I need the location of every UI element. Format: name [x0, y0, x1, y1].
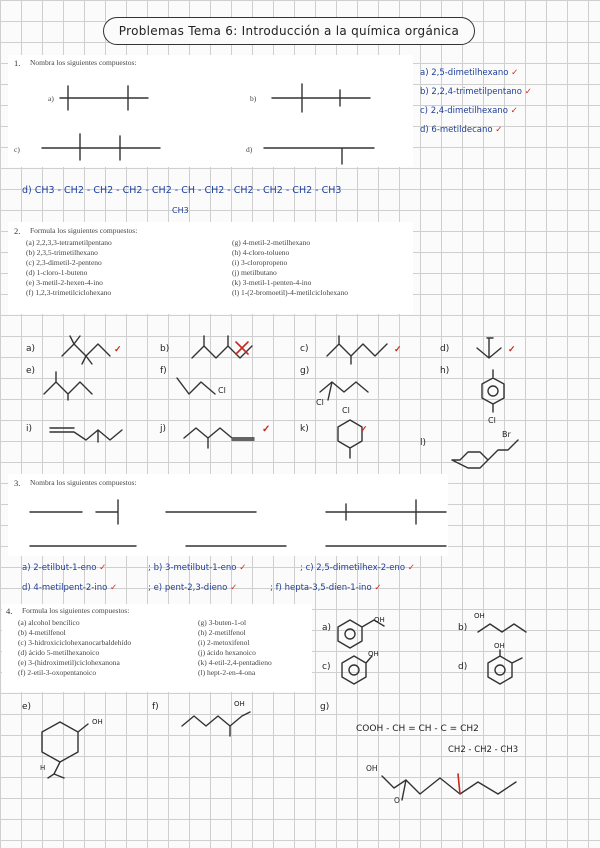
- q2-list-right: [232, 238, 348, 298]
- q2-label-k: k): [300, 424, 309, 434]
- q4-item: (h) 2-metilfenol: [198, 628, 246, 637]
- q2-cl-k: Cl: [342, 406, 350, 415]
- q2-item: (f) 1,2,3-trimetilciclohexano: [26, 288, 112, 297]
- q2-br-l: Br: [502, 430, 511, 439]
- q2-structure-l: [450, 432, 530, 472]
- q4-formula-g-sub: CH2 - CH2 - CH3: [448, 745, 519, 755]
- q1-answer-c: c) 2,4-dimetilhexano ✓: [420, 106, 518, 116]
- q4-item: (j) ácido hexanoico: [198, 648, 256, 657]
- q3-printed-structures-row2: [26, 540, 446, 554]
- q1-structure-b: [270, 80, 380, 120]
- q2-label-d: d): [440, 344, 450, 354]
- q1-extra-answer: d) CH3 - CH2 - CH2 - CH2 - CH2 - CH - CH2 - CH2 - CH2 - CH2 - CH3: [22, 185, 342, 196]
- q4-formula-g: COOH - CH = CH - C = CH2: [356, 724, 479, 734]
- q2-structure-b: [190, 334, 265, 364]
- q2-structure-a: [60, 334, 120, 364]
- q4-item: (e) 3-(hidroximetil)ciclohexanona: [18, 658, 120, 667]
- q2-label-b: b): [160, 344, 170, 354]
- q4-oh-b: OH: [474, 612, 485, 620]
- check-icon: ✓: [239, 563, 247, 573]
- q2-item: (g) 4-metil-2-metilhexano: [232, 238, 311, 247]
- q2-label-f: f): [160, 366, 167, 376]
- q4-oh-c: OH: [368, 650, 379, 658]
- check-icon: ✓: [407, 563, 415, 573]
- q2-cl-h: Cl: [488, 416, 496, 425]
- check-icon: ✓: [524, 87, 532, 97]
- q2-item: (d) 1-cloro-1-buteno: [26, 268, 88, 277]
- q2-item: (j) metilbutano: [232, 268, 277, 277]
- q2-structure-e: [42, 370, 102, 400]
- check-icon: ✓: [360, 424, 368, 434]
- q4-structure-d: [486, 650, 536, 690]
- q2-label-j: j): [160, 424, 167, 434]
- q4-statement: Formula los siguientes compuestos:: [22, 606, 130, 615]
- q2-structure-f: [175, 372, 235, 402]
- q2-statement: Formula los siguientes compuestos:: [30, 226, 138, 235]
- q4-structure-h: [380, 760, 530, 810]
- q2-item: (l) 1-(2-bromoetil)-4-metilciclohexano: [232, 288, 348, 297]
- q4-item: (d) ácido 5-metilhexanoico: [18, 648, 100, 657]
- q4-label-b: b): [458, 623, 468, 633]
- check-icon: ✓: [511, 68, 519, 78]
- q3-answer-e: ; e) pent-2,3-dieno ✓: [148, 583, 238, 593]
- q4-structure-b: [476, 618, 536, 638]
- q2-structure-i: [48, 418, 128, 448]
- q2-structure-j: [182, 418, 262, 448]
- check-icon: ✓: [394, 344, 402, 354]
- q2-item: (e) 3-metil-2-hexen-4-ino: [26, 278, 103, 287]
- q3-answer-b: ; b) 3-metilbut-1-eno ✓: [148, 563, 247, 573]
- q4-oh-e: OH: [92, 718, 103, 726]
- q4-label-e: e): [22, 702, 32, 712]
- q3-answer-c: ; c) 2,5-dimetilhex-2-eno ✓: [300, 563, 415, 573]
- q3-answer-f: ; f) hepta-3,5-dien-1-ino ✓: [270, 583, 382, 593]
- q1-structure-a: [58, 78, 158, 118]
- q2-item: (c) 2,3-dimetil-2-penteno: [26, 258, 102, 267]
- q2-number: 2.: [14, 226, 21, 236]
- q2-label-g: g): [300, 366, 310, 376]
- q4-structure-c: [338, 652, 378, 692]
- q4-number: 4.: [6, 606, 13, 616]
- q1-extra-sub: CH3: [172, 206, 189, 215]
- q1-statement: Nombra los siguientes compuestos:: [30, 58, 137, 67]
- q1-answer-b: b) 2,2,4-trimetilpentano ✓: [420, 87, 532, 97]
- q2-structure-c: [325, 334, 395, 364]
- check-icon: ✓: [374, 583, 382, 593]
- q1-label-b: b): [250, 94, 257, 103]
- q1-structure-c: [40, 128, 170, 168]
- q4-label-d: d): [458, 662, 468, 672]
- check-icon: ✓: [495, 125, 503, 135]
- page-title: [103, 17, 475, 45]
- q3-answer-d: d) 4-metilpent-2-ino ✓: [22, 583, 118, 593]
- q3-number: 3.: [14, 478, 21, 488]
- q3-answer-a: a) 2-etilbut-1-eno ✓: [22, 563, 107, 573]
- check-icon: ✓: [99, 563, 107, 573]
- q2-label-c: c): [300, 344, 309, 354]
- q3-statement: Nombra los siguientes compuestos:: [30, 478, 137, 487]
- q4-oh-f: OH: [234, 700, 245, 708]
- q2-item: (a) 2,2,3,3-tetrametilpentano: [26, 238, 112, 247]
- q2-structure-g: [318, 370, 378, 405]
- q2-item: (b) 2,3,5-trimetilhexano: [26, 248, 98, 257]
- q1-number: 1.: [14, 58, 21, 68]
- q2-cl-f: Cl: [218, 386, 226, 395]
- q4-item: (i) 2-metoxifenol: [198, 638, 250, 647]
- check-icon: ✓: [508, 344, 516, 354]
- q2-label-a: a): [26, 344, 36, 354]
- q1-structure-d: [262, 138, 382, 168]
- q4-item: (a) alcohol bencílico: [18, 618, 80, 627]
- q4-oh-d: OH: [494, 642, 505, 650]
- q2-label-i: i): [26, 424, 33, 434]
- check-icon: ✓: [262, 424, 271, 435]
- check-icon: ✓: [230, 583, 238, 593]
- q4-item: (c) 3-hidroxiciclohexanocarbaldehído: [18, 638, 132, 647]
- q4-h-e: H: [40, 764, 46, 772]
- q4-item: (f) 2-etil-3-oxopentanoico: [18, 668, 97, 677]
- q4-oh-h: OH: [366, 764, 378, 773]
- q2-item: (k) 3-metil-1-penten-4-ino: [232, 278, 312, 287]
- q2-label-e: e): [26, 366, 36, 376]
- q2-structure-k: [330, 414, 370, 464]
- q1-answer-d: d) 6-metildecano ✓: [420, 125, 503, 135]
- q4-label-g: g): [320, 702, 330, 712]
- q3-printed-structures-row1: [26, 494, 446, 524]
- check-icon: ✓: [110, 583, 118, 593]
- q2-label-l: l): [420, 438, 427, 448]
- q4-label-c: c): [322, 662, 331, 672]
- q4-label-f: f): [152, 702, 159, 712]
- check-icon: ✓: [510, 106, 518, 116]
- q2-list-left: [26, 238, 112, 298]
- q1-label-d: d): [246, 145, 253, 154]
- q4-structure-f: [180, 706, 260, 736]
- q4-list-left: [18, 618, 131, 678]
- q4-list-right: [198, 618, 272, 678]
- q2-item: (i) 3-cloropropeno: [232, 258, 288, 267]
- q2-label-h: h): [440, 366, 450, 376]
- q4-item: (b) 4-metilfenol: [18, 628, 66, 637]
- q2-structure-h: [478, 368, 508, 418]
- q4-item: (k) 4-etil-2,4-pentadieno: [198, 658, 272, 667]
- check-icon: ✓: [114, 344, 122, 354]
- q4-item: (g) 3-buten-1-ol: [198, 618, 247, 627]
- q4-oh-a: OH: [374, 616, 385, 624]
- q4-item: (l) hept-2-en-4-ona: [198, 668, 256, 677]
- q1-answer-a: a) 2,5-dimetilhexano ✓: [420, 68, 519, 78]
- title-text: Problemas Tema 6: Introducción a la química orgánica: [118, 24, 460, 38]
- q4-o-h: O: [394, 796, 400, 805]
- q2-cl-g: Cl: [316, 398, 324, 407]
- q2-item: (h) 4-cloro-tolueno: [232, 248, 290, 257]
- q1-label-c: c): [14, 145, 20, 154]
- q4-label-a: a): [322, 623, 332, 633]
- q1-label-a: a): [48, 94, 54, 103]
